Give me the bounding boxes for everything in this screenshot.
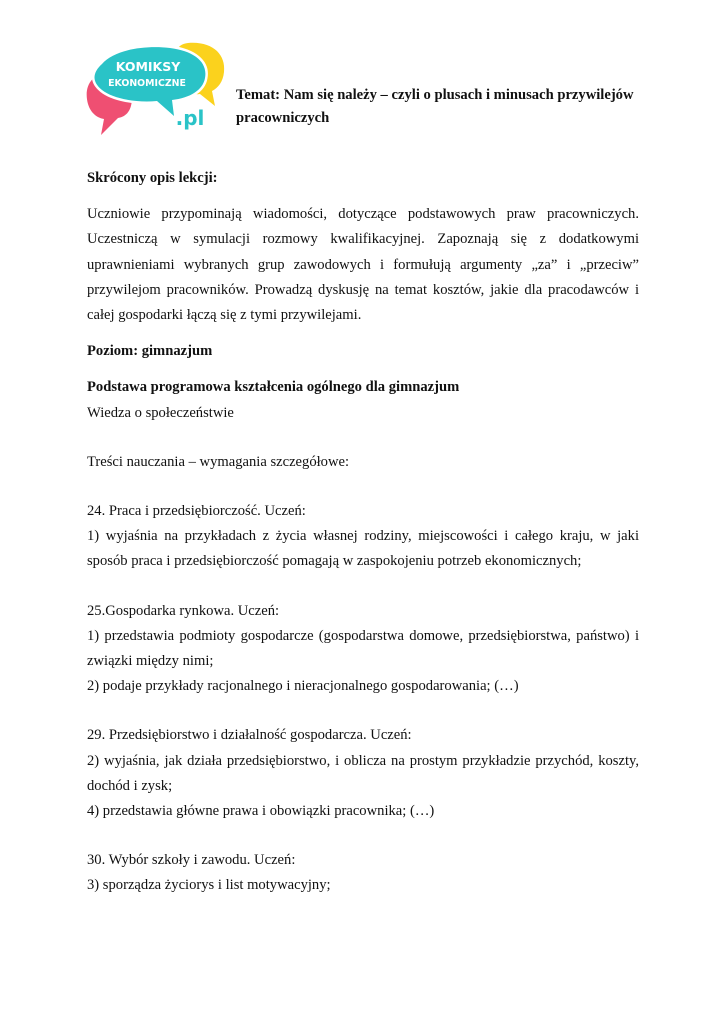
lesson-document-body xyxy=(87,166,639,899)
requirements-label: Treści nauczania – wymagania szczegółowe: xyxy=(87,453,350,470)
komiksy-ekonomiczne-logo xyxy=(84,38,230,138)
section-29-title: 29. Przedsiębiorstwo i działalność gospodarcza. Uczeń: xyxy=(87,727,412,744)
section-25-item-2: 2) podaje przykłady racjonalnego i nieracjonalnego gospodarowania; (…) xyxy=(87,678,519,695)
logo-domain-suffix: .pl xyxy=(175,106,205,130)
section-25-title: 25.Gospodarka rynkowa. Uczeń: xyxy=(87,602,280,619)
curriculum-heading: Podstawa programowa kształcenia ogólnego dla gimnazjum xyxy=(87,379,460,396)
section-30-title: 30. Wybór szkoły i zawodu. Uczeń: xyxy=(87,852,296,869)
logo-line2: EKONOMICZNE xyxy=(108,78,186,89)
section-29-item-2: 4) przedstawia główne prawa i obowiązki pracownika; (…) xyxy=(87,803,435,820)
lesson-topic-line2: pracowniczych xyxy=(236,110,330,126)
section-24-title: 24. Praca i przedsiębiorczość. Uczeń: xyxy=(87,503,306,520)
curriculum-subject: Wiedza o społeczeństwie xyxy=(87,404,234,421)
summary-text: Uczniowie przypominają wiadomości, dotyczące podstawowych praw pracowniczych. Uczestniczą w symulacji rozmowy kwalifikacyjnej. Zapoznają się z dodatkowymi uprawnieniami wybranych grup zawodowych i formułują argumenty „za” i „przeciw” przywilejom pracowników. Prowadzą dyskusję na temat kosztów, jakie dla pracodawców i całej gospodarki łączą się z tymi przywilejami. xyxy=(87,206,639,324)
section-30-item-1: 3) sporządza życiorys i list motywacyjny; xyxy=(87,877,331,894)
summary-heading: Skrócony opis lekcji: xyxy=(87,170,218,186)
section-29-item-1: 2) wyjaśnia, jak działa przedsiębiorstwo, i oblicza na prostym przykładzie przychód, koszty, dochód i zysk; xyxy=(87,752,639,794)
lesson-topic-line1: Temat: Nam się należy – czyli o plusach i minusach przywilejów xyxy=(236,87,634,103)
level-heading: Poziom: gimnazjum xyxy=(87,343,213,360)
logo-line1: KOMIKSY xyxy=(115,59,181,74)
lesson-topic-title xyxy=(236,84,656,130)
section-25-item-1: 1) przedstawia podmioty gospodarcze (gospodarstwa domowe, przedsiębiorstwa, państwo) i związki między nimi; xyxy=(87,627,639,670)
section-24-item-1: 1) wyjaśnia na przykładach z życia własnej rodziny, miejscowości i całego kraju, w jaki sposób praca i przedsiębiorczość pomagają w zaspokojeniu potrzeb ekonomicznych; xyxy=(87,528,639,570)
